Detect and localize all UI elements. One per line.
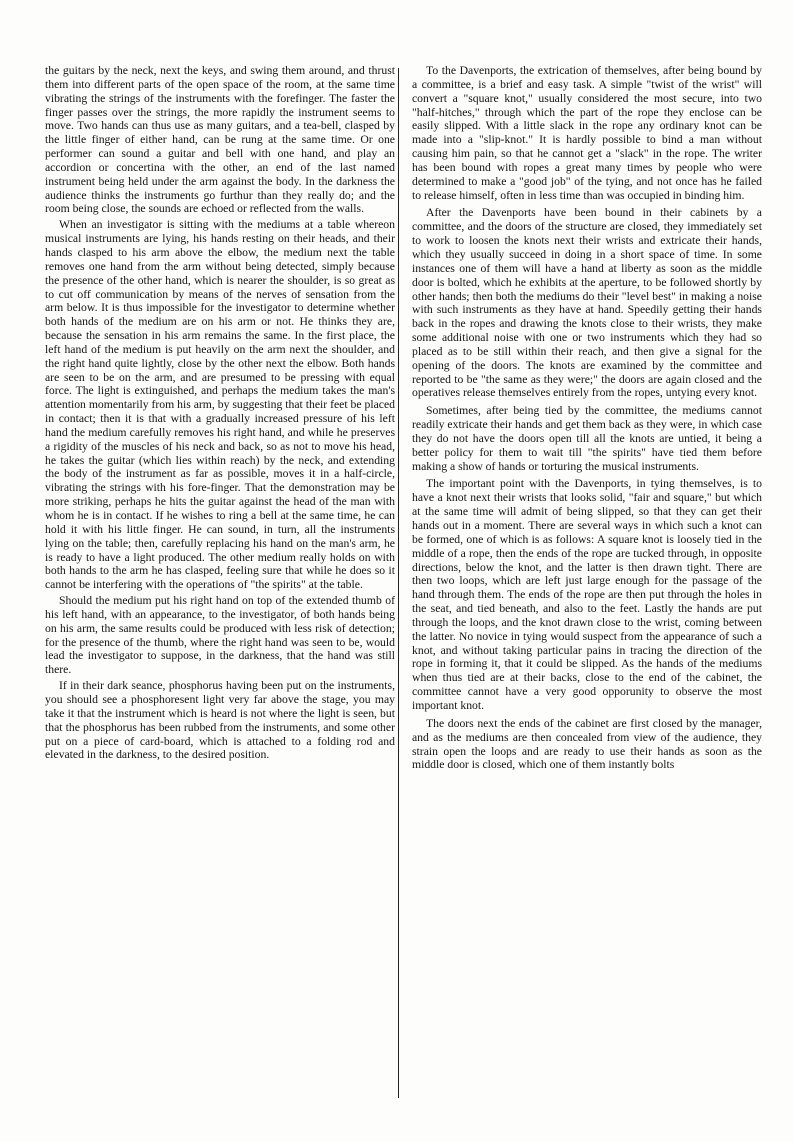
- left-column: [45, 64, 395, 764]
- right-paragraph-2: After the Davenports have been bound in their cabinets by a committee, and the doors of the structure are closed, they immediately set to work to loosen the knots next their wrists and extricate their hands, which they usually succeed in doing in a short space of time. In some instances one of them will have a hand at liberty as soon as the middle door is bolted, which he exhibits at the aperture, to be followed shortly by other hands; then both the mediums do their "level best" in making a noise with such instruments as they have at hand. Speedily getting their hands back in the ropes and drawing the knots close to their wrists, they make some additional noise with one or two instruments which they had so placed as to be still within their reach, and then give a signal for the opening of the doors. The knots are examined by the committee and reported to be "the same as they were;" the doors are again closed and the operatives release themselves entirely from the ropes, untying every knot.: [412, 206, 762, 400]
- right-paragraph-4: The important point with the Davenports, in tying themselves, is to have a knot next their wrists that looks solid, "fair and square," but which at the same time will admit of being slipped, so that they can get their hands out in a moment. There are several ways in which such a knot can be formed, one of which is as follows: A square knot is loosely tied in the middle of a rope, then the ends of the rope are tucked through, in opposite directions, below the knot, and the latter is then drawn tight. There are then two loops, which are left just large enough for the passage of the hand through them. The ends of the rope are then put through the holes in the seat, and tied beneath, and also to the feet. Lastly the hands are put through the loops, and the knot drawn close to the wrist, coming between the latter. No novice in tying would suspect from the appearance of such a knot, and without taking particular pains in tracing the direction of the rope in forming it, that it could be slipped. As the hands of the mediums when thus tied are at their backs, close to the end of the cabinet, the committee cannot have a very good opporunity to observe the most important knot.: [412, 477, 762, 712]
- right-column: [412, 64, 762, 774]
- left-paragraph-2: When an investigator is sitting with the mediums at a table whereon musical instruments are lying, his hands resting on their heads, and their hands clasped to his arm above the elbow, the medium next the table removes one hand from the arm without being detected, simply because the presence of the other hand, which is nearer the shoulder, is so great as to cut off communication by means of the nerves of sensation from the arm below. It is thus impossible for the investigator to determine whether both hands of the medium are on his arm or not. He thinks they are, because the sensation in his arm remains the same. In the first place, the left hand of the medium is put heavily on the arm next the shoulder, and the right hand quite lightly, close by the other next the elbow. Both hands are seen to be on the arm, and are presumed to be pressing with equal force. The light is extinguished, and perhaps the medium takes the man's attention momentarily from his arm, by suggesting that their feet be placed in contact; then it is that with a gradually increased pressure of his left hand the medium carefully removes his right hand, and while he preserves a rigidity of the muscles of his neck and back, so as not to move his head, he takes the guitar (which lies within reach) by the neck, and extending the body of the instrument as far as possible, moves it in a half-circle, vibrating the strings with his fore-finger. That the demonstration may be more striking, perhaps he hits the guitar against the head of the man with whom he is in contact. If he wishes to ring a bell at the same time, he can hold it with his little finger. He can sound, in turn, all the instruments lying on the table; then, carefully replacing his hand on the man's arm, he is ready to have a light produced. The other medium really holds on with both hands to the arm he has clasped, feeling sure that while he does so it cannot be interfering with the operations of "the spirits" at the table.: [45, 218, 395, 592]
- left-paragraph-1: the guitars by the neck, next the keys, and swing them around, and thrust them into different parts of the open space of the room, at the same time vibrating the strings of the instruments with the forefinger. The faster the finger passes over the strings, the more rapidly the instrument seems to move. Two hands can thus use as many guitars, and a tea-bell, clasped by the little finger of either hand, can be rung at the same time. Or one performer can sound a guitar and bell with one hand, and play an accordion or concertina with the other, an end of the last named instrument being held under the arm against the body. In the darkness the audience thinks the instruments go furthur than they really do; and the room being close, the sounds are echoed or reflected from the walls.: [45, 64, 395, 216]
- left-paragraph-4: If in their dark seance, phosphorus having been put on the instruments, you should see a phosphoresent light very far above the stage, you may take it that the instrument which is heard is not where the light is seen, but that the phosphorus has been rubbed from the instruments, and some other put on a piece of card-board, which is attached to a folding rod and elevated in the darkness, to the desired position.: [45, 679, 395, 762]
- left-paragraph-3: Should the medium put his right hand on top of the extended thumb of his left hand, with an appearance, to the investigator, of both hands being on his arm, the same results could be produced with less risk of detection; for the presence of the thumb, where the right hand was seen to be, would lead the investigator to suppose, in the darkness, that the hand was still there.: [45, 594, 395, 677]
- right-paragraph-1: To the Davenports, the extrication of themselves, after being bound by a committee, is a brief and easy task. A simple "twist of the wrist" will convert a "square knot," usually considered the most secure, into two "half-hitches," through which the part of the rope they enclose can be easily slipped. With a little slack in the rope any ordinary knot can be made into a "slip-knot." It is hardly possible to bind a man without causing him pain, so that he cannot get a "slack" in the rope. The writer has been bound with ropes a great many times by people who were determined to make a "good job" of the tying, and not once has he failed to release himself, often in less time than was occupied in binding him.: [412, 64, 762, 202]
- column-divider: [398, 68, 399, 1098]
- right-paragraph-5: The doors next the ends of the cabinet are first closed by the manager, and as the mediums are then concealed from view of the audience, they strain open the loops and are ready to use their hands as soon as the middle door is closed, which one of them instantly bolts: [412, 716, 762, 772]
- right-paragraph-3: Sometimes, after being tied by the committee, the mediums cannot readily extricate their hands and get them back as they were, in which case they do not have the doors open till all the knots are untied, it being a better policy for them to wait till "the spirits" have tied them before making a show of hands or torturing the musical instruments.: [412, 404, 762, 473]
